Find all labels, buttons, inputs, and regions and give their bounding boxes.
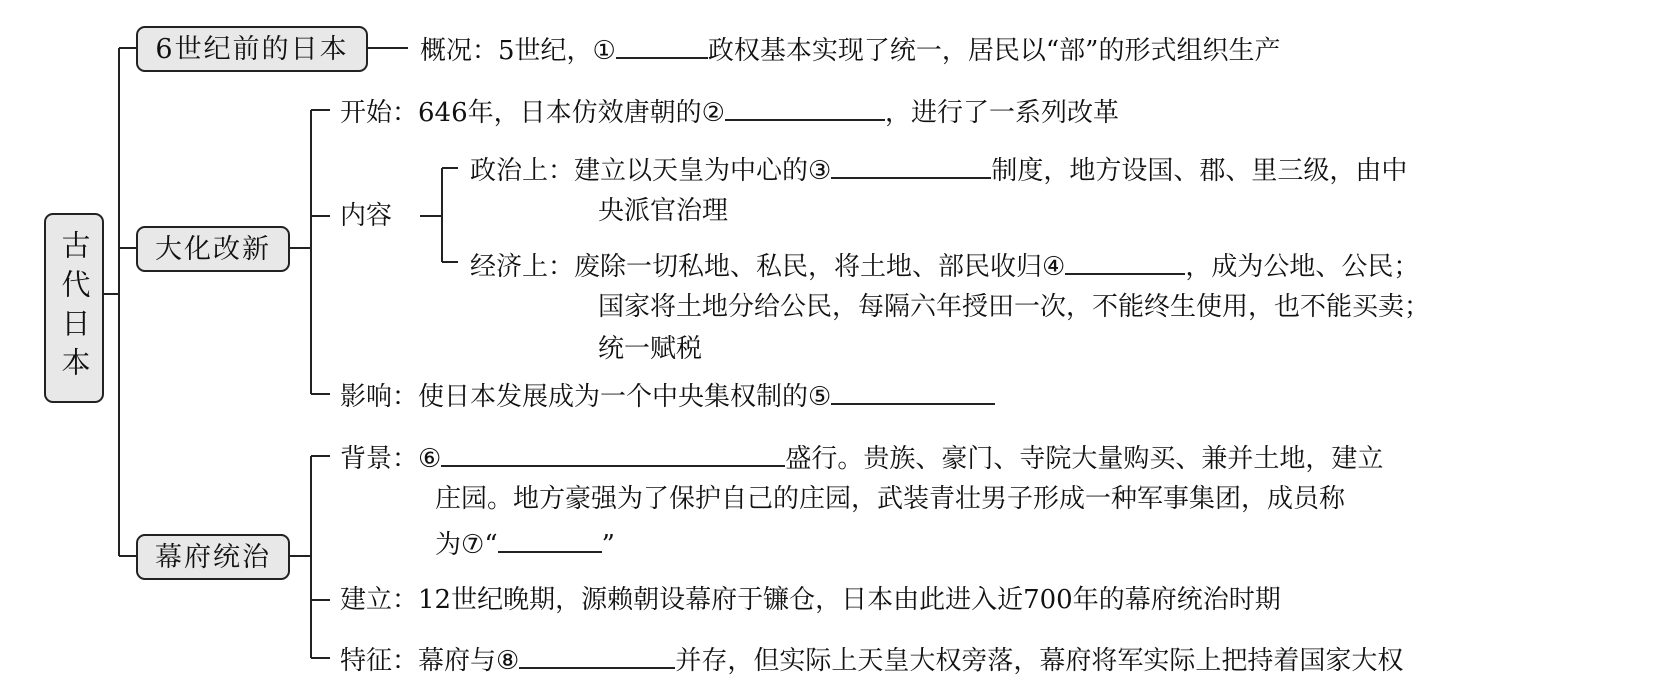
fill-blank-6 <box>441 441 785 467</box>
blank-number-4: ④ <box>1042 252 1066 282</box>
fill-blank-2 <box>725 95 885 121</box>
fill-blank-8 <box>519 643 675 669</box>
political-line-2: 央派官治理 <box>598 196 729 226</box>
fill-blank-7 <box>498 527 602 553</box>
fill-blank-3 <box>831 153 991 179</box>
reform-impact-line: 影响：使日本发展成为一个中央集权制的⑤ <box>340 379 995 412</box>
political-line-1: 政治上：建立以天皇为中心的③ 制度，地方设国、郡、里三级，由中 <box>470 153 1407 186</box>
node-pre-6th-century-label: 6世纪前的日本 <box>155 33 349 65</box>
blank-number-7: ⑦ <box>461 530 485 560</box>
economic-line-1: 经济上：废除一切私地、私民，将土地、部民收归④ ，成为公地、公民； <box>470 249 1419 282</box>
reform-start-line: 开始：646年，日本仿效唐朝的② ，进行了一系列改革 <box>340 95 1119 128</box>
economic-line-3: 统一赋税 <box>598 334 703 364</box>
fill-blank-5 <box>831 379 995 405</box>
blank-number-6: ⑥ <box>418 444 442 474</box>
shogunate-background-line-1: 背景：⑥ 盛行。贵族、豪门、寺院大量购买、兼并土地，建立 <box>340 441 1383 474</box>
overview-line: 概况：5世纪，① 政权基本实现了统一，居民以“部”的形式组织生产 <box>420 33 1280 66</box>
node-taika-reform <box>136 226 290 272</box>
blank-number-8: ⑧ <box>496 646 520 676</box>
fill-blank-4 <box>1065 249 1185 275</box>
node-pre-6th-century <box>136 26 368 72</box>
shogunate-background-line-2: 庄园。地方豪强为了保护自己的庄园，武装青壮男子形成一种军事集团，成员称 <box>435 484 1346 514</box>
shogunate-feature-line: 特征：幕府与⑧ 并存，但实际上天皇大权旁落，幕府将军实际上把持着国家大权 <box>340 643 1403 676</box>
blank-number-3: ③ <box>808 156 832 186</box>
node-shogunate-rule <box>136 534 290 580</box>
fill-blank-1 <box>616 33 708 59</box>
shogunate-establishment-line: 建立：12世纪晚期，源赖朝设幕府于镰仓，日本由此进入近700年的幕府统治时期 <box>340 585 1281 615</box>
reform-content-label: 内容 <box>340 201 393 231</box>
root-label: 古代日本 <box>57 230 92 386</box>
blank-number-1: ① <box>592 36 616 66</box>
shogunate-background-line-3: 为⑦“ ” <box>435 527 615 560</box>
node-shogunate-rule-label: 幕府统治 <box>155 541 271 573</box>
economic-line-2: 国家将土地分给公民，每隔六年授田一次，不能终生使用，也不能买卖； <box>598 292 1431 322</box>
root-node-ancient-japan <box>44 213 104 403</box>
blank-number-5: ⑤ <box>808 382 832 412</box>
blank-number-2: ② <box>701 98 725 128</box>
node-taika-reform-label: 大化改新 <box>155 233 271 265</box>
